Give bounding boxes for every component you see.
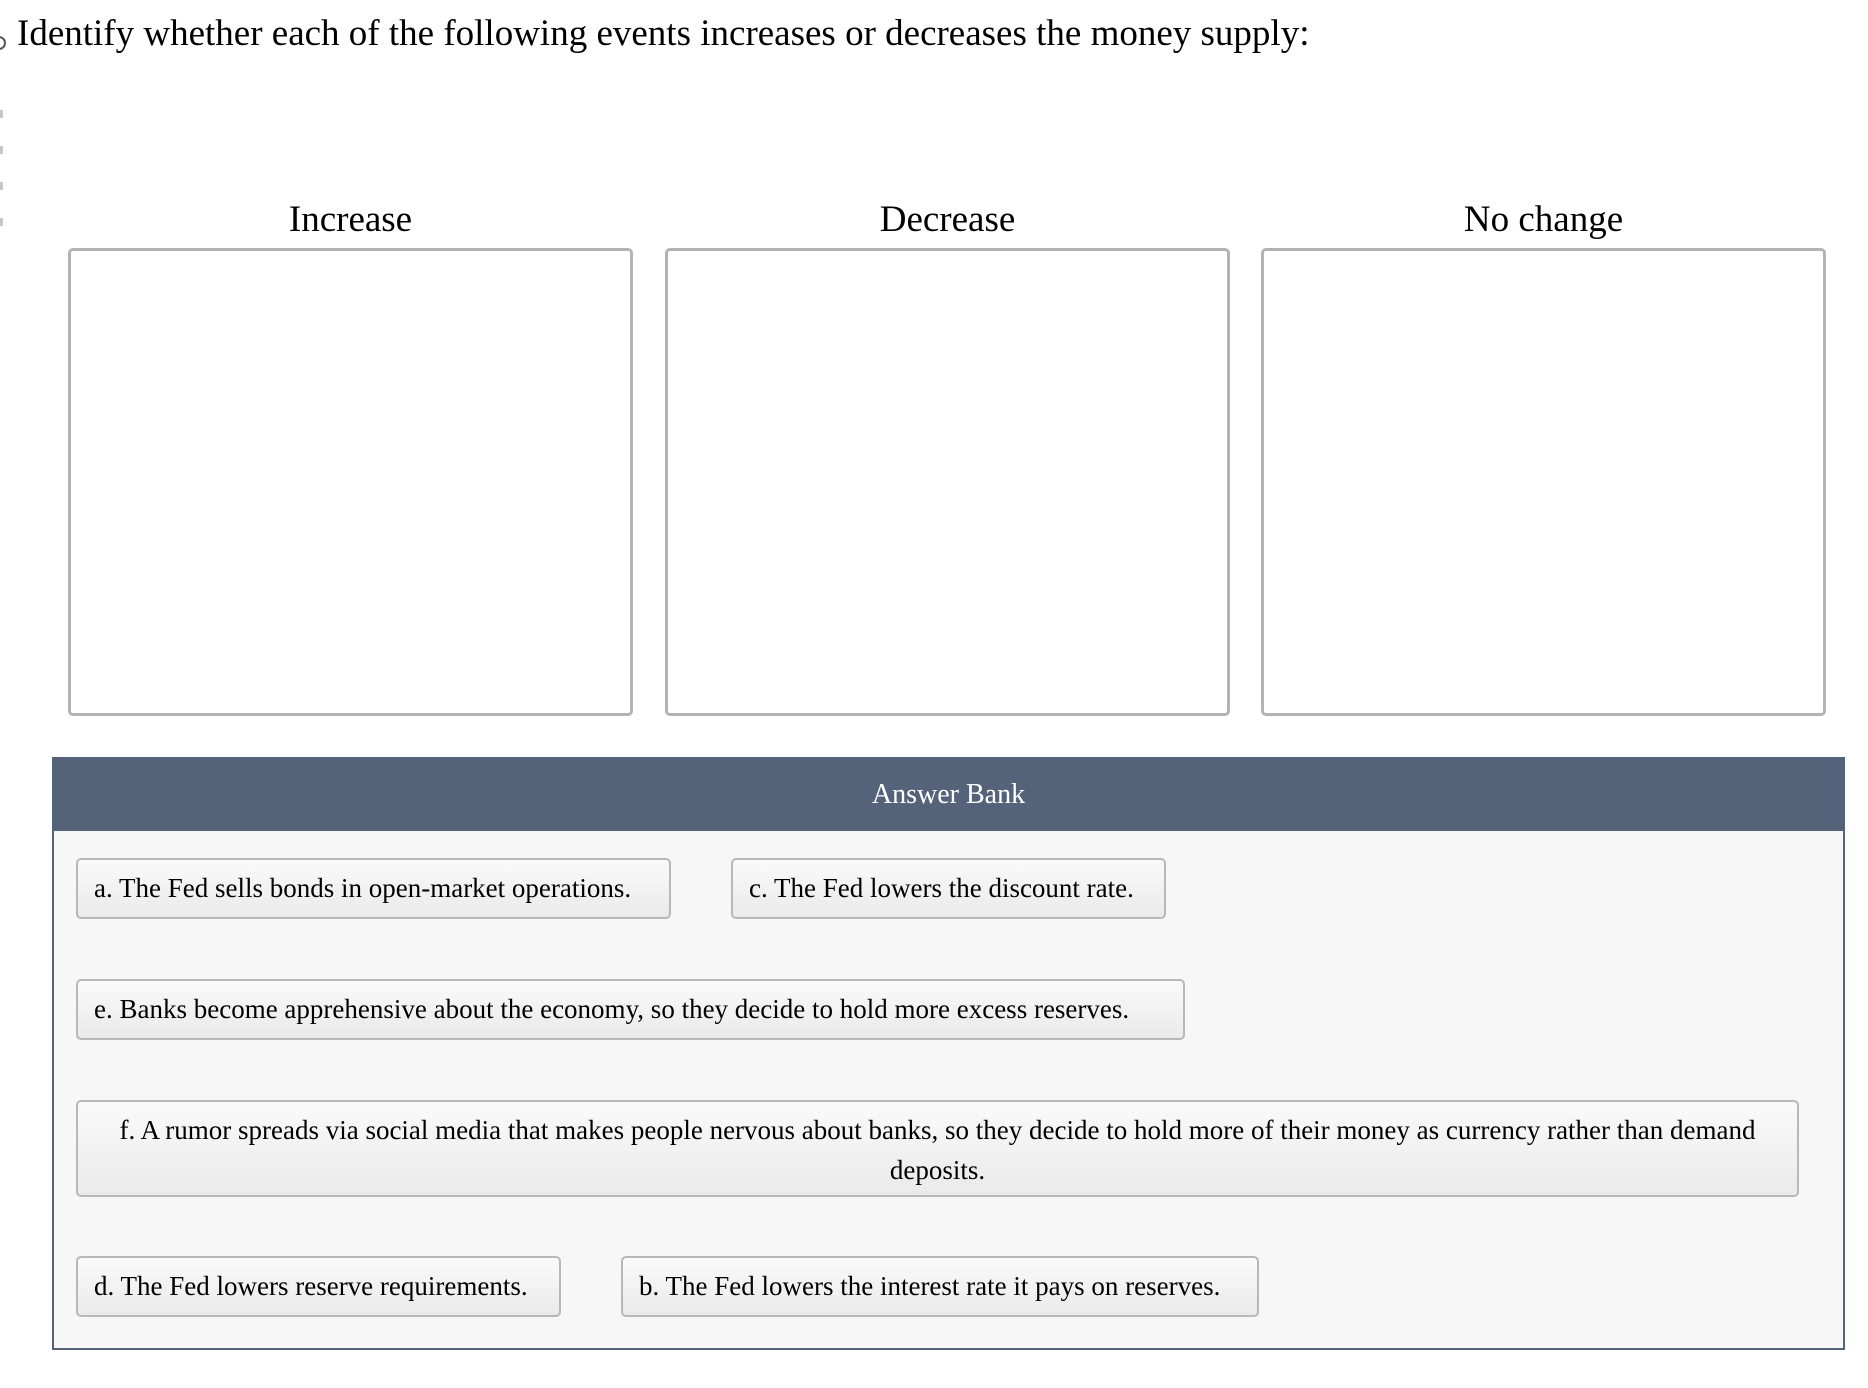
answer-bank-header: Answer Bank [54,759,1843,831]
question-prompt: Identify whether each of the following events increases or decreases the money supply: [17,13,1310,54]
answer-chip-b[interactable]: b. The Fed lowers the interest rate it pays on reserves. [621,1256,1259,1317]
tick-mark [0,218,3,226]
column-title-no-change: No change [1463,199,1624,240]
answer-chip-a[interactable]: a. The Fed sells bonds in open-market operations. [76,858,671,919]
answer-chip-f[interactable]: f. A rumor spreads via social media that makes people nervous about banks, so they decide to hold more of their money as currency rather than demand deposits. [76,1100,1799,1197]
answer-bank[interactable] [52,757,1845,1350]
drop-zone-decrease[interactable] [665,248,1230,716]
column-title-decrease: Decrease [879,199,1016,240]
answer-chip-c[interactable]: c. The Fed lowers the discount rate. [731,858,1166,919]
drop-zone-no-change[interactable] [1261,248,1826,716]
column-title-increase: Increase [288,199,413,240]
tick-mark [0,182,3,190]
answer-chip-e[interactable]: e. Banks become apprehensive about the economy, so they decide to hold more excess reserves. [76,979,1185,1040]
drop-zone-increase[interactable] [68,248,633,716]
circle-icon [0,36,6,50]
answer-chip-d[interactable]: d. The Fed lowers reserve requirements. [76,1256,561,1317]
tick-mark [0,110,3,118]
tick-mark [0,146,3,154]
left-margin-marks [0,110,3,254]
